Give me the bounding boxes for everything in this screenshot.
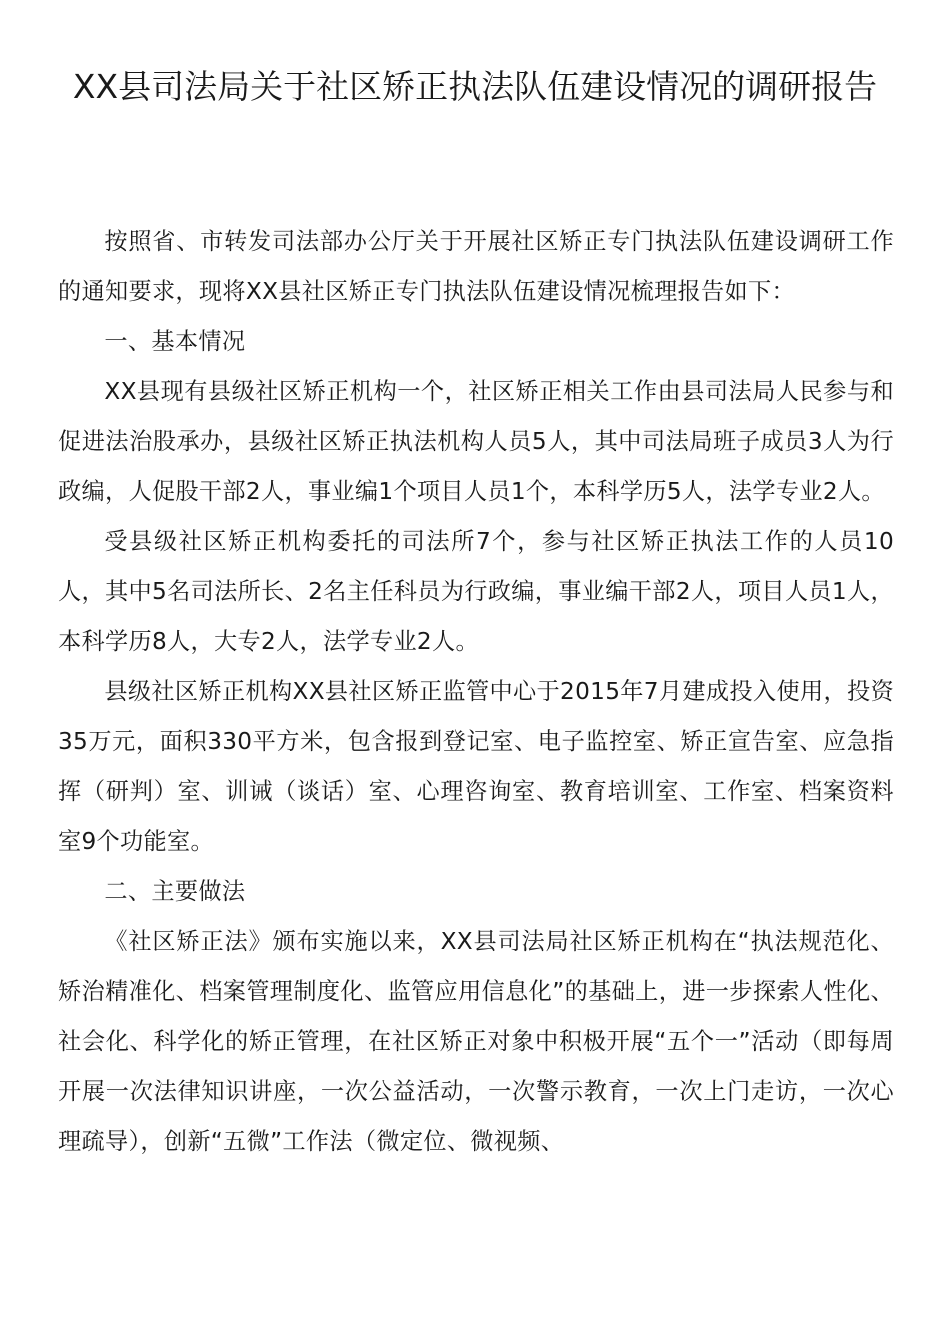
document-title: XX县司法局关于社区矫正执法队伍建设情况的调研报告 — [72, 67, 878, 106]
section-heading-practices: 二、主要做法 — [104, 878, 246, 905]
section-heading-basic: 一、基本情况 — [104, 328, 246, 355]
body-paragraph: 县级社区矫正机构XX县社区矫正监管中心于2015年7月建成投入使用，投资35万元，面积330平方米，包含报到登记室、电子监控室、矫正宣告室、应急指挥（研判）室、训诫（谈话）室、心理咨询室、教育培训室、工作室、档案资料室9个功能室。 — [58, 678, 894, 855]
body-paragraph: XX县现有县级社区矫正机构一个，社区矫正相关工作由县司法局人民参与和促进法治股承办，县级社区矫正执法机构人员5人，其中司法局班子成员3人为行政编，人促股干部2人，事业编1个项目人员1个，本科学历5人，法学专业2人。 — [58, 378, 894, 505]
body-paragraph: 《社区矫正法》颁布实施以来，XX县司法局社区矫正机构在“执法规范化、矫治精准化、档案管理制度化、监管应用信息化”的基础上，进一步探索人性化、社会化、科学化的矫正管理，在社区矫正对象中积极开展“五个一”活动（即每周开展一次法律知识讲座，一次公益活动，一次警示教育，一次上门走访，一次心理疏导），创新“五微”工作法（微定位、微视频、 — [58, 928, 894, 1155]
body-paragraph: 受县级社区矫正机构委托的司法所7个，参与社区矫正执法工作的人员10人，其中5名司法所长、2名主任科员为行政编，事业编干部2人，项目人员1人，本科学历8人，大专2人，法学专业2人。 — [58, 528, 894, 655]
document-body — [58, 217, 894, 1167]
intro-paragraph: 按照省、市转发司法部办公厅关于开展社区矫正专门执法队伍建设调研工作的通知要求，现将XX县社区矫正专门执法队伍建设情况梳理报告如下： — [58, 228, 894, 305]
